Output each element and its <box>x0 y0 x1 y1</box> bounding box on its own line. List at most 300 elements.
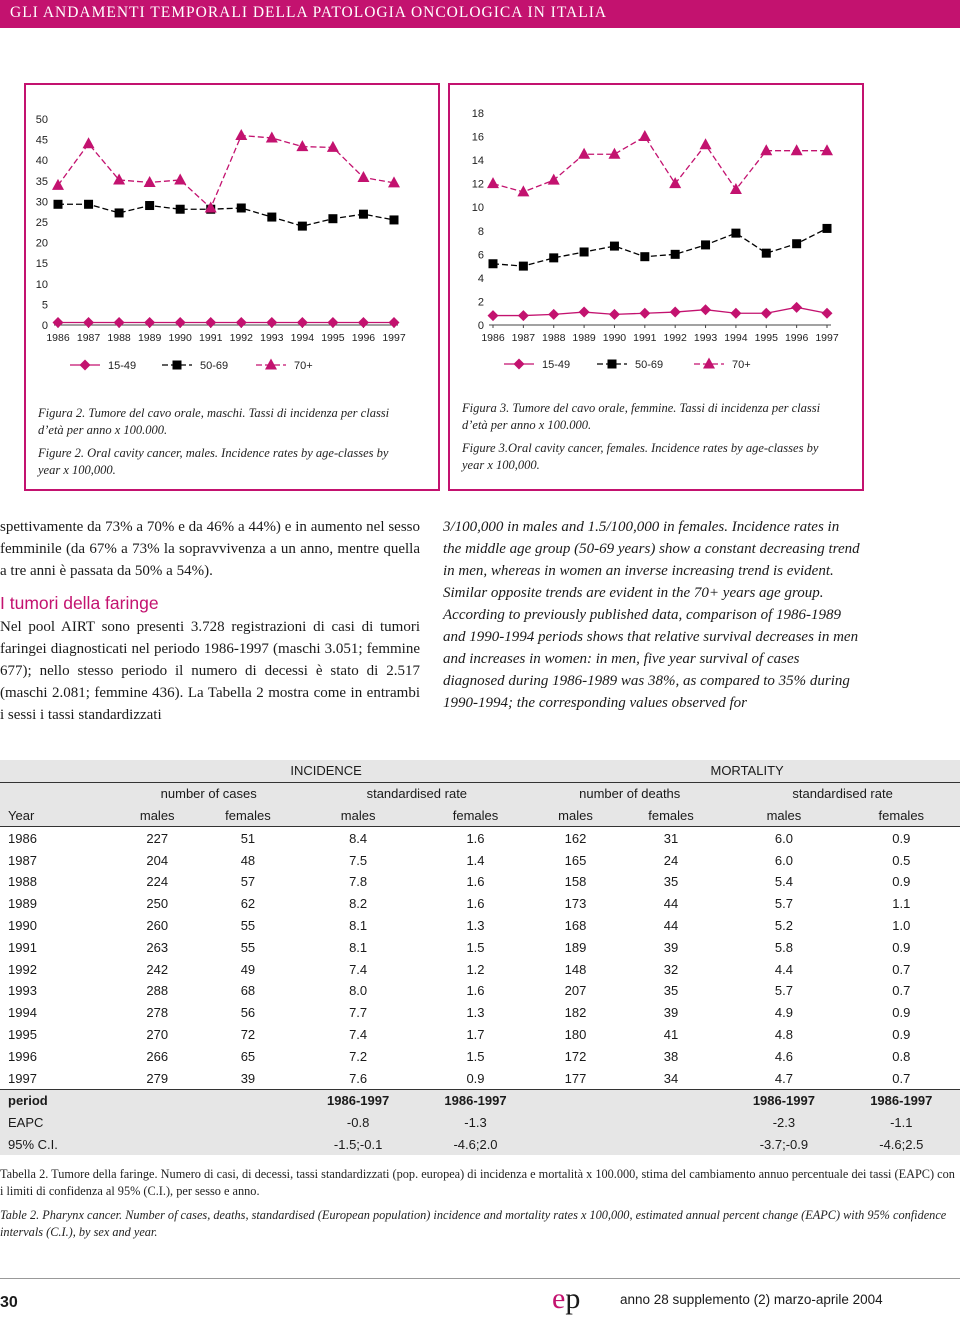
table-caption <box>0 1166 960 1241</box>
table-cell: 0.9 <box>892 939 911 955</box>
table-cell: 0.9 <box>892 874 911 890</box>
table-cell: 1.3 <box>466 1005 485 1021</box>
x-tick-label: 1990 <box>602 332 627 344</box>
table-cell: 260 <box>146 917 169 933</box>
table-cell: 266 <box>146 1048 169 1064</box>
table-row-year: 1987 <box>8 852 37 868</box>
data-point-15-49 <box>53 317 64 328</box>
table-summary-cell: -3.7;-0.9 <box>725 1134 842 1156</box>
legend-label-15-49: 15-49 <box>108 360 137 372</box>
table-caption-it: Tabella 2. Tumore della faringe. Numero di casi, di decessi, tassi standardizzati (pop. europea) di incidenza e mortalità x 100.000, stima del cambiamento annuo percentuale dei tassi (EAPC) con i limiti di confidenza al 95% (C.I.), per sesso e anno. <box>0 1167 955 1198</box>
data-point-50-69 <box>519 262 528 271</box>
table-row-year: 1991 <box>8 939 37 955</box>
data-point-15-49 <box>700 304 711 315</box>
y-tick-label: 8 <box>477 225 484 238</box>
table-subheader: number of cases <box>118 782 299 804</box>
legend-label-15-49: 15-49 <box>542 359 571 371</box>
figure-2-caption <box>38 405 408 479</box>
data-point-50-69 <box>792 239 801 248</box>
data-point-70+ <box>174 173 186 184</box>
table-cell: 0.9 <box>417 1067 534 1089</box>
y-tick-label: 10 <box>471 202 484 215</box>
data-point-50-69 <box>762 249 771 258</box>
table-cell: 32 <box>663 961 679 977</box>
data-point-15-49 <box>266 317 277 328</box>
data-point-15-49 <box>205 317 216 328</box>
data-point-50-69 <box>328 214 337 223</box>
data-point-70+ <box>144 176 156 187</box>
series-line-50-69 <box>58 204 394 226</box>
table-cell: 55 <box>240 917 256 933</box>
table-cell: 0.7 <box>843 1067 960 1089</box>
table-cell: 1.6 <box>466 874 485 890</box>
table-cell: 5.7 <box>774 896 793 912</box>
table-column-header: males <box>534 805 617 827</box>
data-point-50-69 <box>701 240 710 249</box>
data-point-50-69 <box>610 242 619 251</box>
body-right-column <box>443 516 860 714</box>
data-point-50-69 <box>145 201 154 210</box>
table-cell: 6.0 <box>774 852 793 868</box>
x-tick-label: 1994 <box>290 332 315 344</box>
data-point-15-49 <box>114 317 125 328</box>
table-row <box>0 915 960 937</box>
table-summary-cell: -4.6;2.0 <box>417 1134 534 1156</box>
mortality-header: MORTALITY <box>534 760 960 782</box>
page-number: 30 <box>0 1294 18 1311</box>
table-summary-label: EAPC <box>0 1112 118 1134</box>
table-cell: 1.3 <box>466 917 485 933</box>
y-tick-label: 5 <box>41 299 48 312</box>
table-cell: 0.7 <box>892 983 911 999</box>
table-cell: 5.7 <box>774 983 793 999</box>
data-point-15-49 <box>389 317 400 328</box>
table-row-year: 1988 <box>8 874 37 890</box>
table-summary-cell: -0.8 <box>299 1112 416 1134</box>
data-point-50-69 <box>390 215 399 224</box>
data-point-50-69 <box>237 203 246 212</box>
table-summary-cell: -2.3 <box>725 1112 842 1134</box>
table-corner-cell <box>0 760 118 782</box>
table-row-year: 1986 <box>8 830 37 846</box>
table-summary-cell <box>196 1134 299 1156</box>
table-column-header: females <box>417 805 534 827</box>
table-cell: 65 <box>240 1048 256 1064</box>
y-tick-label: 20 <box>35 237 48 250</box>
legend-marker-15-49 <box>80 360 91 371</box>
x-tick-label: 1992 <box>229 332 253 344</box>
data-point-15-49 <box>730 308 741 319</box>
data-point-15-49 <box>297 317 308 328</box>
table-summary-cell <box>534 1134 617 1156</box>
table-cell: 288 <box>146 983 169 999</box>
table-cell: 182 <box>564 1005 587 1021</box>
y-tick-label: 2 <box>477 296 484 309</box>
table-cell: 7.2 <box>349 1048 368 1064</box>
data-point-70+ <box>235 129 247 140</box>
table-cell: 7.4 <box>349 1026 368 1042</box>
legend-label-50-69: 50-69 <box>200 360 229 372</box>
table-cell: 1.2 <box>466 961 485 977</box>
data-point-70+ <box>487 177 499 188</box>
table-cell: 48 <box>240 852 256 868</box>
y-tick-label: 30 <box>35 196 48 209</box>
figure-2-caption-it: Figura 2. Tumore del cavo orale, maschi. Tassi di incidenza per classi d’età per anno x 100.000. <box>38 406 390 437</box>
section-heading: I tumori della faringe <box>0 593 159 613</box>
table-subheader-row <box>0 782 960 804</box>
body-paragraph-2: Nel pool AIRT sono presenti 3.728 registrazioni di casi di tumori faringei diagnosticati nel periodo 1986-1997 (maschi 3.051; femmine 677); nello stesso periodo il numero di decessi è stato di 2.517 (maschi 2.081; femmine 436). La Tabella 2 mostra come in entrambi i sessi i tassi standardizzati <box>0 619 420 723</box>
data-point-50-69 <box>671 250 680 259</box>
issue-info: anno 28 supplemento (2) marzo-aprile 2004 <box>620 1292 883 1307</box>
table-cell: 55 <box>240 939 256 955</box>
table-row <box>0 1024 960 1046</box>
data-point-70+ <box>700 138 712 149</box>
legend-marker-70+ <box>265 359 277 370</box>
table-column-header: males <box>725 805 842 827</box>
table-summary-cell: -1.1 <box>843 1112 960 1134</box>
data-point-15-49 <box>791 302 802 313</box>
table-summary-cell <box>534 1112 617 1134</box>
table-summary-row <box>0 1089 960 1111</box>
figure-3-caption <box>462 400 832 474</box>
y-tick-label: 45 <box>35 134 48 147</box>
data-point-15-49 <box>144 317 155 328</box>
figure-2-box <box>24 83 440 491</box>
table-cell: 0.8 <box>892 1048 911 1064</box>
table-cell: 34 <box>617 1067 725 1089</box>
data-point-50-69 <box>54 200 63 209</box>
table-row-year: 1995 <box>8 1026 37 1042</box>
y-tick-label: 15 <box>35 258 48 271</box>
table-row <box>0 1002 960 1024</box>
table-row <box>0 893 960 915</box>
table-cell: 7.7 <box>349 1005 368 1021</box>
table-cell: 6.0 <box>774 830 793 846</box>
table-cell: 270 <box>146 1026 169 1042</box>
table-summary-cell <box>118 1112 196 1134</box>
table-subheader: number of deaths <box>534 782 725 804</box>
table-cell: 189 <box>564 939 587 955</box>
figure-2-caption-en: Figure 2. Oral cavity cancer, males. Incidence rates by age-classes by year x 100,000. <box>38 446 389 477</box>
data-point-15-49 <box>327 317 338 328</box>
legend-label-70+: 70+ <box>732 359 751 371</box>
series-line-70+ <box>58 135 394 208</box>
data-point-15-49 <box>822 308 833 319</box>
table-cell: 0.9 <box>892 1026 911 1042</box>
data-point-70+ <box>83 137 95 148</box>
y-tick-label: 10 <box>35 278 48 291</box>
table-summary-cell: 1986-1997 <box>417 1089 534 1111</box>
data-point-50-69 <box>298 222 307 231</box>
table-summary-cell <box>118 1089 196 1111</box>
table-summary-cell: 1986-1997 <box>725 1089 842 1111</box>
table-cell: 57 <box>240 874 256 890</box>
table-summary-cell: -1.5;-0.1 <box>299 1134 416 1156</box>
data-point-70+ <box>821 144 833 155</box>
legend-marker-50-69 <box>608 360 617 369</box>
data-point-15-49 <box>518 310 529 321</box>
table-cell: 4.7 <box>725 1067 842 1089</box>
table-cell: 165 <box>564 852 587 868</box>
journal-logo <box>552 1282 580 1316</box>
data-point-15-49 <box>83 317 94 328</box>
y-tick-label: 0 <box>41 320 48 332</box>
table-row <box>0 1045 960 1067</box>
table-cell: 56 <box>240 1005 256 1021</box>
x-tick-label: 1994 <box>724 332 748 344</box>
table-column-header: males <box>118 805 196 827</box>
data-point-50-69 <box>267 213 276 222</box>
table-cell: 5.8 <box>774 939 793 955</box>
figure-2-chart <box>26 85 438 385</box>
data-point-50-69 <box>489 259 498 268</box>
incidence-header: INCIDENCE <box>118 760 534 782</box>
table-summary-cell: -4.6;2.5 <box>843 1134 960 1156</box>
table-cell: 148 <box>564 961 587 977</box>
y-tick-label: 14 <box>471 155 484 168</box>
table-blank-cell <box>0 782 118 804</box>
data-point-70+ <box>760 144 772 155</box>
table-cell: 8.4 <box>349 830 368 846</box>
table-cell: 242 <box>146 961 169 977</box>
table-row <box>0 849 960 871</box>
footer-rule <box>0 1278 960 1279</box>
legend-marker-15-49 <box>514 359 525 370</box>
data-point-50-69 <box>359 210 368 219</box>
y-tick-label: 6 <box>477 249 484 262</box>
y-tick-label: 4 <box>477 272 484 285</box>
data-point-70+ <box>791 144 803 155</box>
x-tick-label: 1990 <box>168 332 192 344</box>
data-point-50-69 <box>580 247 589 256</box>
table-cell: 7.8 <box>349 874 368 890</box>
table-row-year: 1996 <box>8 1048 37 1064</box>
y-tick-label: 0 <box>477 320 484 332</box>
table-cell: 4.6 <box>774 1048 793 1064</box>
data-point-70+ <box>266 131 278 142</box>
table-cell: 224 <box>146 874 169 890</box>
table-cell: 168 <box>564 917 587 933</box>
table-cell: 39 <box>663 939 679 955</box>
x-tick-label: 1988 <box>542 332 566 344</box>
table-cell: 279 <box>118 1067 196 1089</box>
table-cell: 173 <box>564 896 587 912</box>
table-cell: 62 <box>240 896 256 912</box>
table-cell: 51 <box>240 830 256 846</box>
table-cell: 39 <box>663 1005 679 1021</box>
x-tick-label: 1986 <box>46 332 70 344</box>
table-cell: 0.5 <box>892 852 911 868</box>
table-summary-cell <box>196 1112 299 1134</box>
table-cell: 1.1 <box>892 896 911 912</box>
data-point-15-49 <box>579 307 590 318</box>
table-cell: 24 <box>663 852 679 868</box>
x-tick-label: 1993 <box>693 332 718 344</box>
table-summary-cell <box>617 1134 725 1156</box>
data-point-50-69 <box>731 229 740 238</box>
table-row-year: 1992 <box>8 961 37 977</box>
data-point-70+ <box>639 130 651 141</box>
logo-letter-e: e <box>552 1282 566 1315</box>
data-point-15-49 <box>548 309 559 320</box>
table-subheader: standardised rate <box>725 782 960 804</box>
data-point-70+ <box>669 177 681 188</box>
table-column-header: females <box>843 805 960 827</box>
logo-letter-p: p <box>565 1282 581 1315</box>
legend-label-50-69: 50-69 <box>635 359 664 371</box>
table-cell: 35 <box>663 874 679 890</box>
x-tick-label: 1997 <box>382 332 406 344</box>
table-cell: 0.9 <box>892 1005 911 1021</box>
x-tick-label: 1996 <box>784 332 809 344</box>
data-point-15-49 <box>358 317 369 328</box>
data-point-50-69 <box>823 224 832 233</box>
x-tick-label: 1995 <box>321 332 345 344</box>
table-cell: 39 <box>196 1067 299 1089</box>
table-cell: 263 <box>146 939 169 955</box>
header-title: GLI ANDAMENTI TEMPORALI DELLA PATOLOGIA ONCOLOGICA IN ITALIA <box>10 4 608 21</box>
table-cell: 1.6 <box>466 896 485 912</box>
table-caption-en: Table 2. Pharynx cancer. Number of cases, deaths, standardised (European population) incidence and mortality rates x 100,000, estimated annual percent change (EAPC) with 95% confidence intervals (C.I.), by sex and year. <box>0 1208 947 1239</box>
data-point-15-49 <box>761 308 772 319</box>
table-cell: 0.9 <box>892 830 911 846</box>
body-paragraph-english: 3/100,000 in males and 1.5/100,000 in females. Incidence rates in the middle age group (50-69 years) show a constant decreasing trend in men, whereas in women an inverse increasing trend is evident. Similar opposite trends are evident in the 70+ years age group. According to previously published data, comparison of 1986-1989 and 1990-1994 periods shows that relative survival decreases in men and increases in women: in men, five year survival of cases diagnosed during 1986-1989 was 38%, as compared to 35% during 1990-1994; the corresponding values observed for <box>443 519 860 711</box>
data-point-50-69 <box>176 205 185 214</box>
data-point-15-49 <box>236 317 247 328</box>
table-column-header: females <box>617 805 725 827</box>
table-row <box>0 980 960 1002</box>
data-point-15-49 <box>670 307 681 318</box>
table-cell: 7.5 <box>349 852 368 868</box>
table-cell: 38 <box>663 1048 679 1064</box>
table-column-header: Year <box>0 805 118 827</box>
table-cell: 49 <box>240 961 256 977</box>
x-tick-label: 1995 <box>754 332 778 344</box>
data-point-70+ <box>52 179 64 190</box>
table-cell: 1.0 <box>892 917 911 933</box>
series-line-70+ <box>493 137 827 192</box>
legend-marker-70+ <box>703 358 715 369</box>
series-line-15-49 <box>493 307 827 315</box>
table-cell: 8.1 <box>349 939 368 955</box>
data-point-15-49 <box>175 317 186 328</box>
table-cell: 204 <box>146 852 169 868</box>
figure-3-chart <box>450 85 862 385</box>
y-tick-label: 40 <box>35 155 48 168</box>
table-row-year: 1989 <box>8 896 37 912</box>
data-table <box>0 760 960 1155</box>
table-subheader: standardised rate <box>299 782 534 804</box>
table-cell: 1.7 <box>466 1026 485 1042</box>
table-summary-cell <box>118 1134 196 1156</box>
table-summary-row <box>0 1112 960 1134</box>
figure-3-box <box>448 83 864 491</box>
series-line-50-69 <box>493 228 827 266</box>
table-cell: 158 <box>564 874 587 890</box>
data-point-50-69 <box>84 200 93 209</box>
table-summary-row <box>0 1134 960 1156</box>
x-tick-label: 1991 <box>633 332 657 344</box>
x-tick-label: 1988 <box>107 332 131 344</box>
table-cell: 207 <box>564 983 587 999</box>
legend-marker-50-69 <box>173 361 182 370</box>
table-cell: 1.4 <box>466 852 485 868</box>
table-cell: 180 <box>564 1026 587 1042</box>
table-cell: 177 <box>534 1067 617 1089</box>
data-point-50-69 <box>115 208 124 217</box>
table-cell: 44 <box>663 896 679 912</box>
table-cell: 278 <box>146 1005 169 1021</box>
body-paragraph-1: spettivamente da 73% a 70% e da 46% a 44%) e in aumento nel sesso femminile (da 67% a 73% la sopravvivenza a un anno, mentre quella a tre anni è passata da 50% a 54%). <box>0 519 420 579</box>
x-tick-label: 1989 <box>137 332 162 344</box>
table-cell: 1.5 <box>466 1048 485 1064</box>
table-cell: 35 <box>663 983 679 999</box>
page-header <box>0 0 960 28</box>
table-cell: 0.7 <box>892 961 911 977</box>
table-column-header: females <box>196 805 299 827</box>
table-summary-label: period <box>0 1089 118 1111</box>
x-tick-label: 1996 <box>351 332 376 344</box>
y-tick-label: 12 <box>471 178 484 191</box>
table-row <box>0 958 960 980</box>
figure-3-caption-it: Figura 3. Tumore del cavo orale, femmine. Tassi di incidenza per classi d’età per anno x 100.000. <box>462 401 821 432</box>
data-point-70+ <box>327 141 339 152</box>
x-tick-label: 1997 <box>815 332 839 344</box>
data-point-15-49 <box>488 310 499 321</box>
y-tick-label: 35 <box>35 175 48 188</box>
table-cell: 172 <box>564 1048 587 1064</box>
table-cell: 8.0 <box>349 983 368 999</box>
table-row <box>0 871 960 893</box>
x-tick-label: 1987 <box>76 332 101 344</box>
table-cell: 31 <box>663 830 679 846</box>
table-cell: 8.2 <box>349 896 368 912</box>
table-row-year: 1994 <box>8 1005 37 1021</box>
x-tick-label: 1986 <box>481 332 505 344</box>
table-row-year: 1993 <box>8 983 37 999</box>
table-summary-cell <box>196 1089 299 1111</box>
figure-3-caption-en: Figure 3.Oral cavity cancer, females. Incidence rates by age-classes by year x 100,000. <box>462 441 819 472</box>
table-cell: 162 <box>564 830 587 846</box>
y-tick-label: 18 <box>471 108 484 120</box>
y-tick-label: 16 <box>471 131 484 144</box>
table-cell: 1.6 <box>466 830 485 846</box>
x-tick-label: 1987 <box>511 332 536 344</box>
table-cell: 1.6 <box>466 983 485 999</box>
table-summary-cell: -1.3 <box>417 1112 534 1134</box>
table-cell: 1.5 <box>466 939 485 955</box>
table-row <box>0 827 960 849</box>
table-cell: 5.2 <box>774 917 793 933</box>
body-left-column <box>0 516 420 726</box>
table-cell: 68 <box>240 983 256 999</box>
table-cell: 4.4 <box>774 961 793 977</box>
y-tick-label: 25 <box>35 217 48 229</box>
data-point-70+ <box>608 148 620 159</box>
table-summary-cell: 1986-1997 <box>843 1089 960 1111</box>
table-cell: 41 <box>663 1026 679 1042</box>
table-cell: 5.4 <box>774 874 793 890</box>
table-column-header-row <box>0 805 960 827</box>
table-cell: 7.4 <box>349 961 368 977</box>
y-tick-label: 50 <box>35 114 48 126</box>
table-cell: 7.6 <box>299 1067 416 1089</box>
data-point-15-49 <box>609 309 620 320</box>
table-cell: 8.1 <box>349 917 368 933</box>
table-cell: 4.9 <box>774 1005 793 1021</box>
table-summary-label: 95% C.I. <box>0 1134 118 1156</box>
table-summary-cell: 1986-1997 <box>299 1089 416 1111</box>
